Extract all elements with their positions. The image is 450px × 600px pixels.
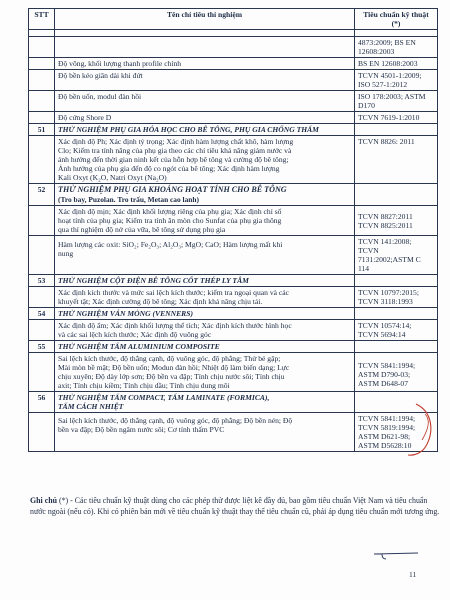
test-standards-table (28, 8, 438, 452)
table-row (29, 136, 438, 184)
standard-cell: TCVN 5841:1994; ASTM D790-03; ASTM D648-07 (355, 352, 438, 391)
test-cell: Sai lệch kích thước, độ thẳng cạnh, độ vuông góc, độ phẳng; Thử bẻ gập; Mài mòn bề mặt; Độ bền uốn; Modun đàn hồi; Nhiệt độ làm biến dạng; Lực chịu xuyên; Độ dày lớp sơn; Độ bền va đập; Tính chịu nước sôi; Tính chịu axit; Tính chịu kiềm; Tính chịu dầu; Tính chịu dung môi (55, 352, 355, 391)
standard-cell: TCVN 10574:14; TCVN 5694:14 (355, 319, 438, 340)
standard-cell: TCVN 8826: 2011 (355, 136, 438, 184)
red-signature-mark (378, 400, 438, 460)
section-title: THỬ NGHIỆM TẤM COMPACT, TẤM LAMINATE (FORMICA), TẤM CÁCH NHIỆT (55, 391, 355, 412)
signature-mark (370, 548, 430, 562)
standard-cell: 4873:2009; BS EN 12608:2003 (355, 37, 438, 58)
section-title: THỬ NGHIỆM TẤM ALUMINIUM COMPOSITE (55, 340, 355, 352)
table-row (29, 91, 438, 112)
table-row (29, 412, 438, 451)
section-row-56: 56 THỬ NGHIỆM TẤM COMPACT, TẤM LAMINATE (FORMICA), TẤM CÁCH NHIỆT (29, 391, 438, 412)
section-row-55: 55 THỬ NGHIỆM TẤM ALUMINIUM COMPOSITE (29, 340, 438, 352)
blank-row (29, 30, 438, 37)
table-row (29, 352, 438, 391)
test-cell: Độ bền uốn, modul đàn hồi (55, 91, 355, 112)
standard-cell: TCVN 10797:2015; TCVN 3118:1993 (355, 286, 438, 307)
standard-cell: TCVN 8827:2011 TCVN 8825:2011 (355, 205, 438, 235)
test-cell: Độ bền kéo giãn dài khi đứt (55, 70, 355, 91)
table-row (29, 58, 438, 70)
section-row-54: 54 THỬ NGHIỆM VÁN MỎNG (VENNERS) (29, 307, 438, 319)
header-standard: Tiêu chuẩn kỹ thuật (*) (355, 9, 438, 30)
section-title: THỬ NGHIỆM PHỤ GIA KHOÁNG HOẠT TÍNH CHO BÊ TÔNG (Tro bay, Puzolan. Tro trấu, Metan cao lanh) (55, 184, 355, 206)
standard-cell: TCVN 5841:1994; TCVN 5819:1994; ASTM D621-98; ASTM D5628:10 (355, 412, 438, 451)
section-title: THỬ NGHIỆM VÁN MỎNG (VENNERS) (55, 307, 355, 319)
standard-cell: TCVN 7619-1:2010 (355, 112, 438, 124)
test-cell: Độ võng, khối lượng thanh profile chính (55, 58, 355, 70)
test-cell: Hàm lượng các oxit: SiO₂; Fe₂O₃; Al₂O₃; MgO; CaO; Hàm lượng mất khi nung (55, 235, 355, 274)
standard-cell: TCVN 141:2008; TCVN 7131:2002;ASTM C 114 (355, 235, 438, 274)
test-cell: Xác định độ ẩm; Xác định khối lượng thể tích; Xác định kích thước hình học và các sai lệch kích thước; Xác định độ vuông góc (55, 319, 355, 340)
table-row (29, 235, 438, 274)
test-cell: Xác định độ Ph; Xác định tỷ trọng; Xác định hàm lượng chất khô, hàm lượng Clo; Kiểm tra tính năng của phụ gia theo các chỉ tiêu khả năng giảm nước và ảnh hưởng đến thời gian ninh kết của hỗn hợp bê tông và cường độ bê tông; Ảnh hưởng của phụ gia đến độ co ngót của bê tông; Xác định hàm lượng Kali Oxyt (K₂O, Natri Oxyt (Na₂O) (55, 136, 355, 184)
standard-cell: BS EN 12608:2003 (355, 58, 438, 70)
table-row (29, 319, 438, 340)
section-title: THỬ NGHIỆM PHỤ GIA HÓA HỌC CHO BÊ TÔNG, PHỤ GIA CHỐNG THẤM (55, 124, 355, 136)
table-header-row (29, 9, 438, 30)
header-stt: STT (29, 9, 55, 30)
table-row (29, 70, 438, 91)
test-cell: Sai lệch kích thước, độ thẳng cạnh, độ vuông góc, độ phẳng; Độ bền nén; Độ bền va đập; Độ bền ngâm nước sôi; Cơ tính thấm PVC (55, 412, 355, 451)
test-cell: Xác định kích thước và mức sai lệch kích thước; kiểm tra ngoại quan và các khuyết tật; Xác định cường độ bê tông; Xác định khả năng chịu tải. (55, 286, 355, 307)
footnote: Ghi chú (*) - Các tiêu chuẩn kỹ thuật dùng cho các phép thử được liệt kê đầy đủ, bao gồm tiêu chuẩn Việt Nam và tiêu chuẩn nước ngoài (nếu có). Khi có phiên bản mới về tiêu chuẩn kỹ thuật thay thế tiêu chuẩn cũ, phải áp dụng tiêu chuẩn mới tương ứng. (30, 496, 440, 516)
standard-cell: ISO 178:2003; ASTM D170 (355, 91, 438, 112)
section-row-52: 52 THỬ NGHIỆM PHỤ GIA KHOÁNG HOẠT TÍNH CHO BÊ TÔNG (Tro bay, Puzolan. Tro trấu, Metan cao lanh) (29, 184, 438, 206)
table-row (29, 112, 438, 124)
page-number: 11 (409, 570, 417, 579)
test-cell: Độ cứng Shore D (55, 112, 355, 124)
section-row-51: 51 THỬ NGHIỆM PHỤ GIA HÓA HỌC CHO BÊ TÔNG, PHỤ GIA CHỐNG THẤM (29, 124, 438, 136)
test-cell: Xác định độ mịn; Xác định khối lượng riêng của phụ gia; Xác định chỉ số hoạt tính của phụ gia; Kiểm tra tính ăn mòn cho Sunfat của phụ gia thông qua thí nghiệm độ nở của vữa, bê tông sử dụng phụ gia (55, 205, 355, 235)
section-title: THỬ NGHIỆM CỘT ĐIỆN BÊ TÔNG CỐT THÉP LY TÂM (55, 274, 355, 286)
section-row-53: 53 THỬ NGHIỆM CỘT ĐIỆN BÊ TÔNG CỐT THÉP LY TÂM (29, 274, 438, 286)
header-test-name: Tên chỉ tiêu thí nghiệm (55, 9, 355, 30)
table-row (29, 286, 438, 307)
table-row (29, 205, 438, 235)
standard-cell: TCVN 4501-1:2009; ISO 527-1:2012 (355, 70, 438, 91)
table-row (29, 37, 438, 58)
